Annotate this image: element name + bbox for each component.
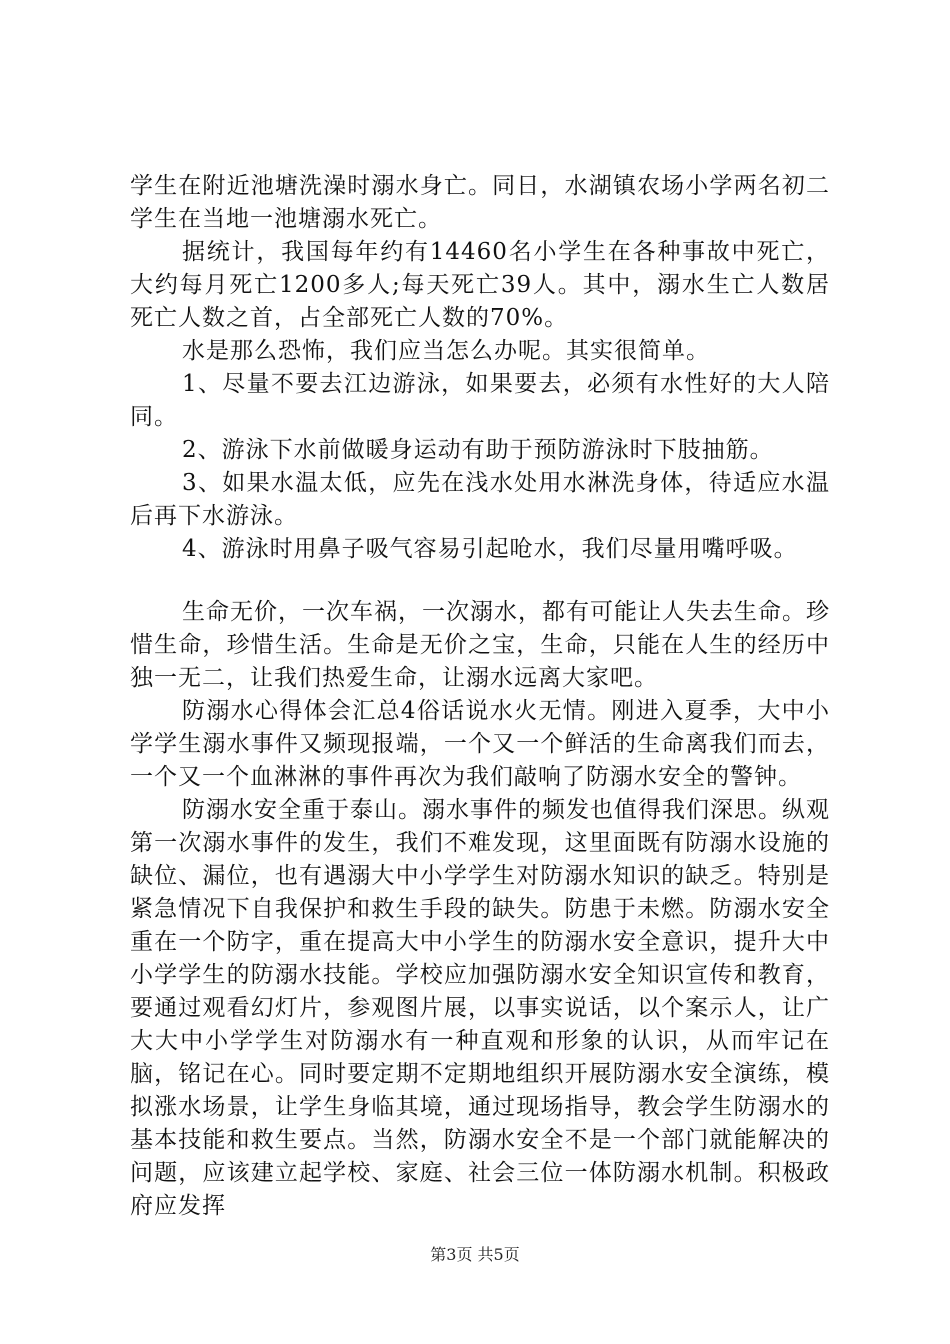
list-item-tip-1: 1、尽量不要去江边游泳，如果要去，必须有水性好的大人陪同。 — [130, 371, 830, 430]
page-number-footer: 第3页 共5页 — [430, 1245, 520, 1264]
paragraph-spacer — [130, 566, 830, 596]
paragraph-intro-continued: 学生在附近池塘洗澡时溺水身亡。同日，水湖镇农场小学两名初二学生在当地一池塘溺水死亡。 — [130, 173, 830, 232]
paragraph-safety-important: 防溺水安全重于泰山。溺水事件的频发也值得我们深思。纵观第一次溺水事件的发生，我们不难发现，这里面既有防溺水设施的缺位、漏位，也有遇溺大中小学学生对防溺水知识的缺乏。特别是紧急情况下自我保护和救生手段的缺失。防患于未燃。防溺水安全重在一个防字，重在提高大中小学生的防溺水安全意识，提升大中小学学生的防溺水技能。学校应加强防溺水安全知识宣传和教育，要通过观看幻灯片，参观图片展，以事实说话，以个案示人，让广大大中小学学生对防溺水有一种直观和形象的认识，从而牢记在脑，铭记在心。同时要定期不定期地组织开展防溺水安全演练，模拟涨水场景，让学生身临其境，通过现场指导，教会学生防溺水的基本技能和救生要点。当然，防溺水安全不是一个部门就能解决的问题，应该建立起学校、家庭、社会三位一体防溺水机制。积极政府应发挥 — [130, 797, 830, 1219]
paragraph-life-priceless: 生命无价，一次车祸，一次溺水，都有可能让人失去生命。珍惜生命，珍惜生活。生命是无价之宝，生命，只能在人生的经历中独一无二，让我们热爱生命，让溺水远离大家吧。 — [130, 599, 830, 691]
paragraph-summary-4: 防溺水心得体会汇总4俗话说水火无情。刚进入夏季，大中小学学生溺水事件又频现报端，一个又一个鲜活的生命离我们而去，一个又一个血淋淋的事件再次为我们敲响了防溺水安全的警钟。 — [130, 698, 830, 790]
paragraph-question: 水是那么恐怖，我们应当怎么办呢。其实很简单。 — [182, 338, 710, 364]
paragraph-statistics: 据统计，我国每年约有14460名小学生在各种事故中死亡，大约每月死亡1200多人;每天死亡39人。其中，溺水生亡人数居死亡人数之首，占全部死亡人数的70%。 — [130, 239, 830, 331]
list-item-tip-2: 2、游泳下水前做暖身运动有助于预防游泳时下肢抽筋。 — [182, 437, 774, 463]
list-item-tip-4: 4、游泳时用鼻子吸气容易引起呛水，我们尽量用嘴呼吸。 — [182, 536, 798, 562]
list-item-tip-3: 3、如果水温太低，应先在浅水处用水淋洗身体，待适应水温后再下水游泳。 — [130, 470, 830, 529]
document-body — [130, 170, 830, 1223]
